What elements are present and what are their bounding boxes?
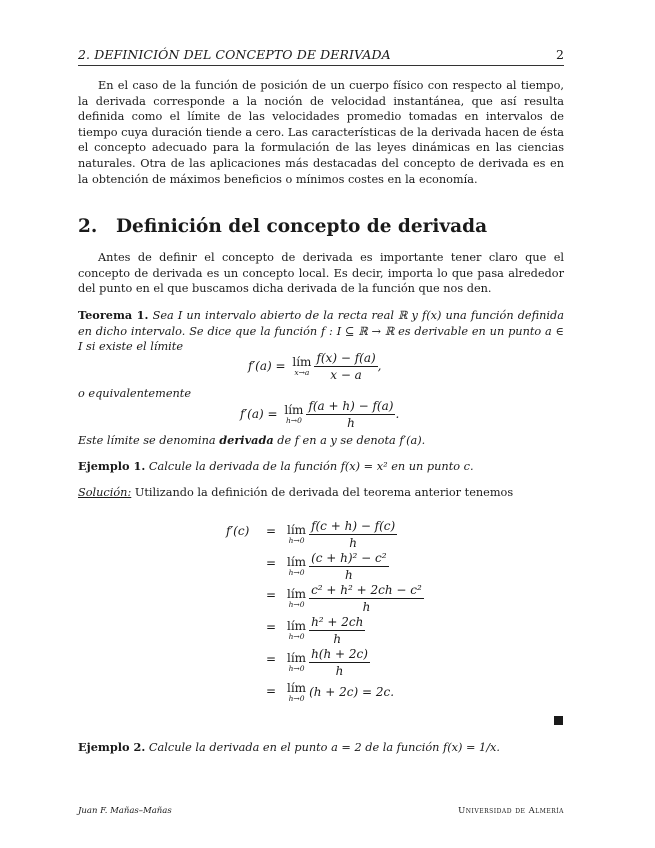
formula-limit-x: f′(a) = lím x→a $\frac{f(x) - f(a)}{x - a}$ , bbox=[248, 351, 382, 382]
qed-square-icon bbox=[554, 716, 563, 725]
formula1-lim: lím x→a bbox=[292, 355, 312, 377]
section-paragraph: Antes de definir el concepto de derivada es importante tener claro que el concepto de derivada es un concepto local. Es decir, importa lo que pasa alrededor del punto en el que buscamos dicha derivada de la función que nos den. bbox=[78, 251, 564, 296]
intro-paragraph: En el caso de la función de posición de un cuerpo físico con respecto al tiempo, la derivada corresponde a la noción de velocidad instantánea, que así resulta definida como el límite de las velocidades promedio tomadas en intervalos de tiempo cuya duración tiende a cero. Las características de la derivada hacen de ésta el concepto adecuado para la formulación de las leyes dinámicas en las ciencias naturales. Otra de las aplicaciones más destacadas del concepto de derivada es en la obtención de máximos beneficios o mínimos costes en la economía. bbox=[78, 79, 564, 186]
formula1-fraction: $\frac{f(x) - f(a)}{x - a}$ bbox=[316, 351, 376, 382]
formula2-lhs: f′(a) = bbox=[240, 407, 282, 421]
theorem-text: Sea I un intervalo abierto de la recta real ℝ y f(x) una función definida en dicho intervalo. Se dice que la función f : I ⊆ ℝ → ℝ es derivable en un punto a ∈ I si existe el límite bbox=[78, 309, 565, 354]
example2-label: Ejemplo 2. bbox=[78, 740, 146, 754]
derivation-lhs: f′(c) bbox=[226, 524, 250, 538]
section-title: Definición del concepto de derivada bbox=[116, 216, 488, 237]
solution-block bbox=[78, 485, 564, 501]
solution-text: Utilizando la definición de derivada del teorema anterior tenemos bbox=[131, 486, 514, 499]
theorem-connector: o equivalentemente bbox=[78, 387, 192, 400]
page-number: 2 bbox=[555, 47, 564, 62]
example1-block bbox=[78, 459, 564, 475]
header-title: 2. DEFINICIÓN DEL CONCEPTO DE DERIVADA bbox=[78, 47, 391, 62]
footer-author: Juan F. Mañas–Mañas bbox=[78, 806, 172, 816]
example1-label: Ejemplo 1. bbox=[78, 459, 146, 473]
theorem-closing: Este límite se denomina derivada de f en a y se denota f′(a). bbox=[78, 433, 426, 447]
formula2-lim: lím h→0 bbox=[284, 403, 304, 425]
section-number: 2. bbox=[78, 216, 98, 237]
term-derivada: derivada bbox=[219, 433, 274, 447]
section-heading bbox=[78, 216, 564, 237]
example1-text: Calcule la derivada de la función f(x) = x² en un punto c. bbox=[148, 460, 474, 473]
theorem-block bbox=[78, 308, 564, 355]
formula2-fraction: $\frac{f(a + h) - f(a)}{h}$ bbox=[308, 399, 394, 430]
example2-block bbox=[78, 740, 564, 756]
theorem-label: Teorema 1. bbox=[78, 308, 149, 322]
derivation-result: (h + 2c) = 2c. bbox=[309, 685, 395, 699]
solution-label: Solución: bbox=[78, 486, 132, 499]
footer-institution: Universidad de Almería bbox=[458, 806, 564, 816]
formula1-lhs: f′(a) = bbox=[248, 359, 290, 373]
formula-limit-h: f′(a) = lím h→0 $\frac{f(a + h) - f(a)}{h}$ . bbox=[240, 399, 400, 430]
derivation-array: f′(c) = lím h→0 $\frac{f(c + h) - f(c)}{h}$ = lím h→0 $\frac{\text{(c + h)² − c²}}{h}$ = lím h→0 $\frac{\text{c² + h² + 2ch − c²}}{h}$ = lím h→0 $\frac{\text{h² + 2ch}}{h}$ = lím h→0 $\frac{h(h + 2c)}{h}$ = lím h→0 (h + 2c) = 2c. bbox=[226, 519, 422, 703]
example2-text: Calcule la derivada en el punto a = 2 de la función f(x) = 1/x. bbox=[148, 741, 500, 754]
running-header bbox=[78, 47, 564, 66]
